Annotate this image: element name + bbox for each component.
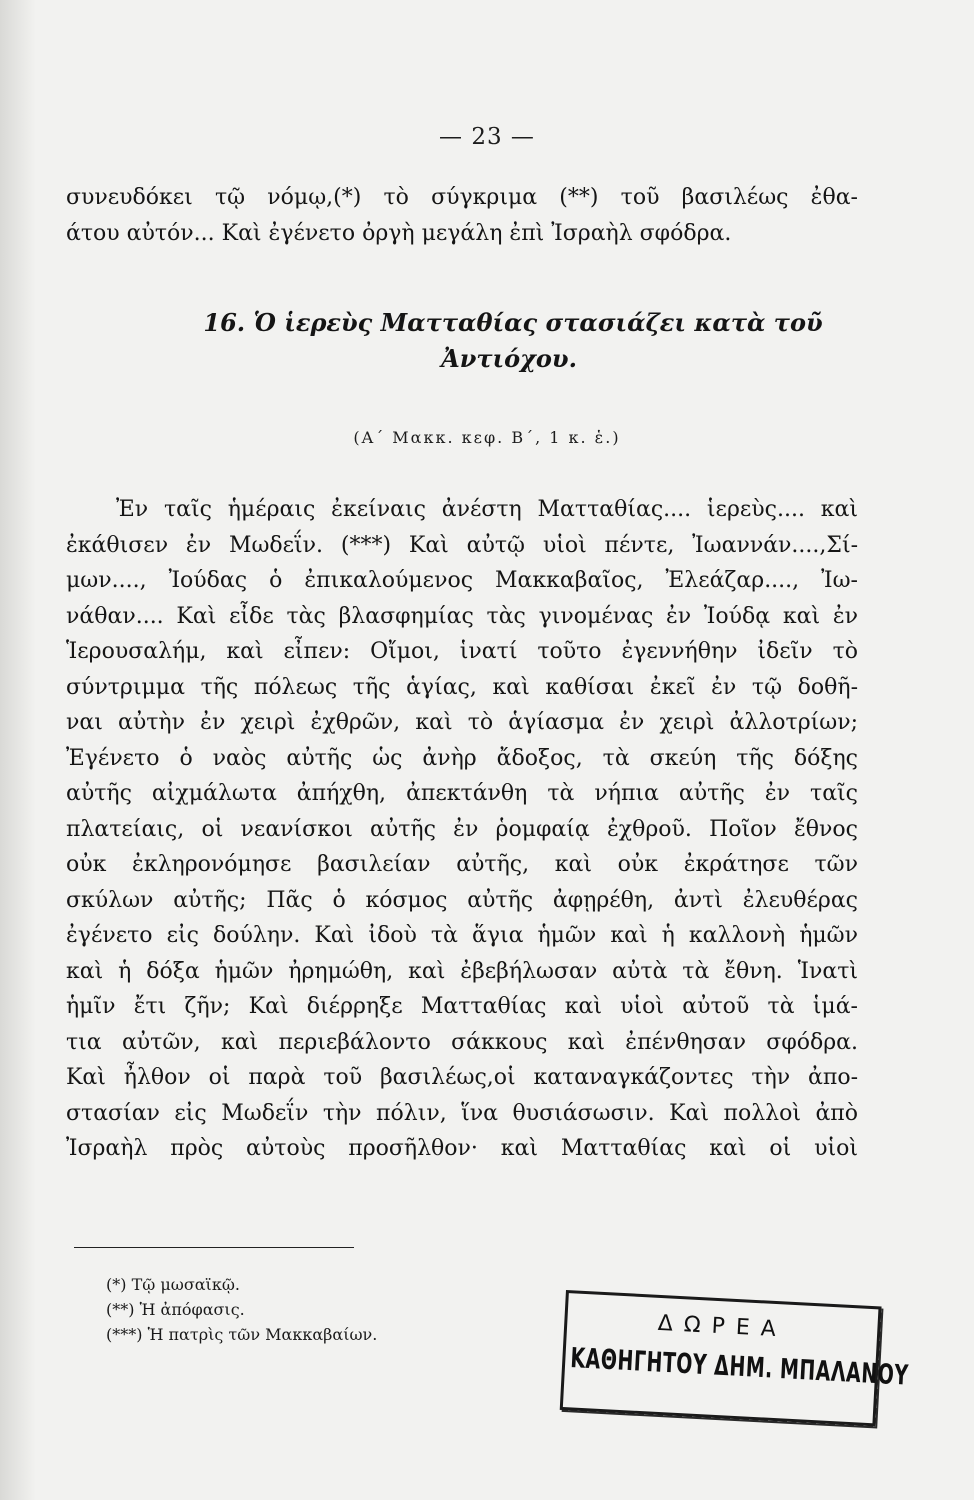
text-line: Ἰσραὴλ πρὸς αὐτοὺς προσῆλθον· καὶ Ματταθίας καὶ οἱ υἱοὶ [66,1136,858,1161]
text-line: Ἐν ταῖς ἡμέραις ἐκείναις ἀνέστη Ματταθίας.... ἱερεὺς.... καὶ [116,497,858,522]
text-line: αὐτῆς αἰχμάλωτα ἀπήχθη, ἀπεκτάνθη τὰ νήπια αὐτῆς ἐν ταῖς [66,781,858,806]
text-line: καὶ ἡ δόξα ἡμῶν ἠρημώθη, καὶ ἐβεβήλωσαν αὐτὰ τὰ ἔθνη. Ἱνατὶ [66,958,858,984]
stamp-line-2: ΚΑΘΗΓΗΤΟΥ ΔΗΜ. ΜΠΑΛΑΝΟΥ [569,1342,910,1392]
text-line: σκύλων αὐτῆς; Πᾶς ὁ κόσμος αὐτῆς ἀφῃρέθη, ἀντὶ ἐλευθέρας [66,887,858,913]
page-number: — 23 — [439,124,535,150]
footnote: (*) Τῷ μωσαϊκῷ. [106,1275,240,1294]
text-line: Καὶ ἦλθον οἱ παρὰ τοῦ βασιλέως,οἱ καταναγκάζοντες τὴν ἀπο- [66,1065,858,1090]
text-line: σύντριμμα τῆς πόλεως τῆς ἁγίας, καὶ καθίσαι ἐκεῖ ἐν τῷ δοθῆ- [66,674,858,700]
text-line: άτου αὐτόν... Καὶ ἐγένετο ὀργὴ μεγάλη ἐπὶ Ἰσραὴλ σφόδρα. [66,220,732,246]
text-line: ναι αὐτὴν ἐν χειρὶ ἐχθρῶν, καὶ τὸ ἁγίασμα ἐν χειρὶ ἀλλοτρίων; [66,710,858,735]
footnotes [106,1272,377,1347]
footnote-divider [74,1247,354,1248]
footnote: (***) Ἡ πατρὶς τῶν Μακκαβαίων. [106,1325,378,1344]
text-line: μων...., Ἰούδας ὁ ἐπικαλούμενος Μακκαβαῖος, Ἐλεάζαρ...., Ἰω- [66,568,858,593]
text-line: οὐκ ἐκληρονόμησε βασιλείαν αὐτῆς, καὶ οὐκ ἐκράτησε τῶν [66,852,858,877]
stamp-line-1: ΔΩΡΕΑ [657,1310,788,1343]
text-line: τια αὐτῶν, καὶ περιεβάλοντο σάκκους καὶ ἐπένθησαν σφόδρα. [66,1029,858,1055]
section-title-line-2: Ἀντιόχου. [441,344,577,373]
text-line: ἐκάθισεν ἐν Μωδεΐν. (***) Καὶ αὐτῷ υἱοὶ πέντε, Ἰωαννάν....,Σί- [66,532,858,558]
scripture-reference: (Α΄ Μακκ. κεφ. Β΄, 1 κ. ἑ.) [353,428,621,447]
text-line: στασίαν εἰς Μωδεΐν τὴν πόλιν, ἵνα θυσιάσωσιν. Καὶ πολλοὶ ἀπὸ [66,1100,858,1126]
text-line: ἐγένετο εἰς δούλην. Καὶ ἰδοὺ τὰ ἅγια ἡμῶν καὶ ἡ καλλονὴ ἡμῶν [66,923,858,948]
text-line: Ἱερουσαλήμ, καὶ εἶπεν: Οἴμοι, ἱνατί τοῦτο ἐγεννήθην ἰδεῖν τὸ [66,639,858,664]
donation-stamp [560,1290,910,1426]
text-line: Ἐγένετο ὁ ναὸς αὐτῆς ὡς ἀνὴρ ἄδοξος, τὰ σκεύη τῆς δόξης [66,745,858,771]
body-paragraph [66,492,858,1167]
footnote: (**) Ἡ ἀπόφασις. [106,1300,245,1319]
text-line: νάθαν.... Καὶ εἶδε τὰς βλασφημίας τὰς γινομένας ἐν Ἰούδᾳ καὶ ἐν [66,603,858,629]
section-title-line-1: 16. Ὁ ἱερεὺς Ματταθίας στασιάζει κατὰ τοῦ [203,308,823,337]
page-edge-shadow [0,0,36,1500]
text-line: συνευδόκει τῷ νόμῳ,(*) τὸ σύγκριμα (**) τοῦ βασιλέως ἐθα- [66,185,858,210]
text-line: πλατείαις, οἱ νεανίσκοι αὐτῆς ἐν ῥομφαίᾳ ἐχθροῦ. Ποῖον ἔθνος [66,816,858,842]
intro-paragraph [66,180,858,251]
text-line: ἡμῖν ἔτι ζῆν; Καὶ διέρρηξε Ματταθίας καὶ υἱοὶ αὐτοῦ τὰ ἱμά- [66,994,858,1019]
